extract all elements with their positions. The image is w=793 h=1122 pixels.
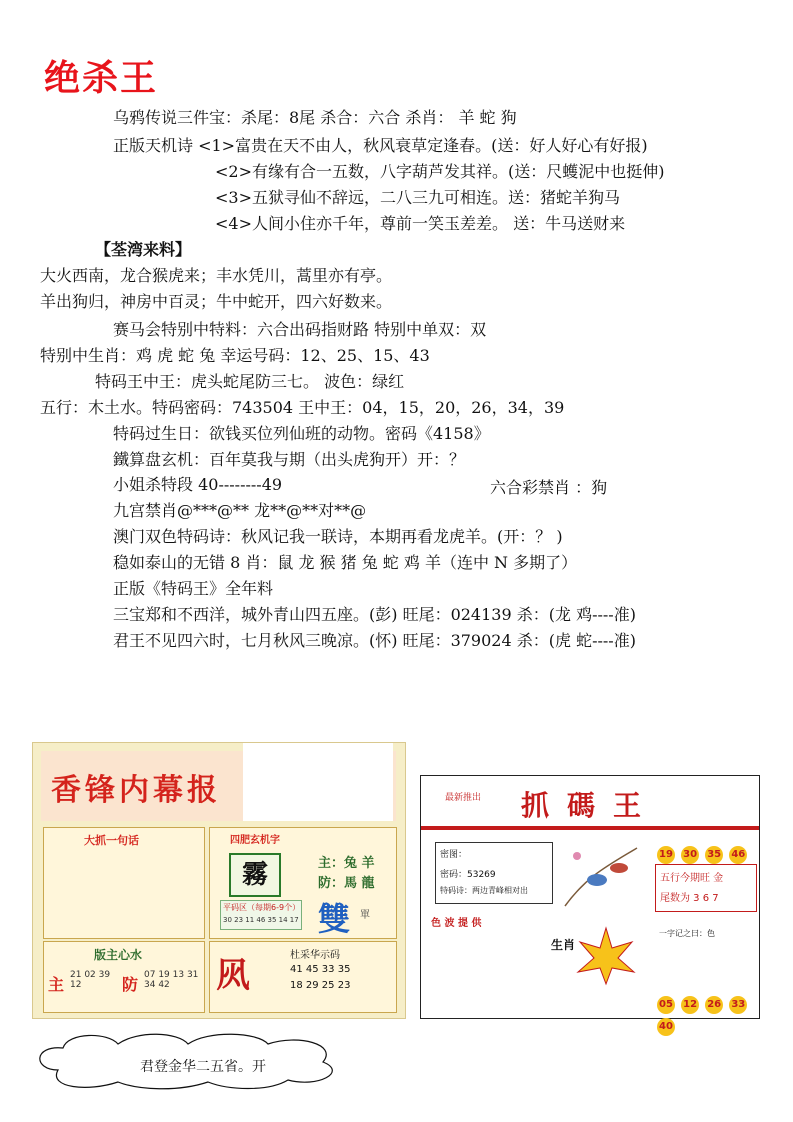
ball-bottom-4: 33	[729, 996, 747, 1014]
line-nine-palace: 九宫禁肖@***@** 龙**@**对**@	[113, 501, 367, 520]
line-tsuen-1: 大火西南，龙合猴虎来；丰水凭川，蒿里亦有亭。	[40, 266, 393, 285]
ball-top-1: 19	[657, 846, 675, 864]
line-poem-1: 正版天机诗 <1>富贵在天不由人，秋风衰草定逢春。(送：好人好心有好报)	[113, 136, 648, 155]
box-editor-pick	[43, 941, 205, 1013]
starburst-icon	[576, 926, 636, 986]
bird-illustration	[557, 836, 645, 916]
flat-zone-title: 平码区（每期6-9个）	[223, 903, 301, 912]
fire-glyph: 㶡	[216, 956, 250, 996]
ball-top-3: 35	[705, 846, 723, 864]
single-glyph: 單	[360, 910, 370, 921]
one-word-label: 一字记之曰：色	[659, 929, 715, 938]
line-poem-4: <4>人间小住亦千年，尊前一笑玉差差。 送：牛马送财来	[215, 214, 626, 233]
box-editor-title: 版主心水	[94, 948, 143, 962]
box-du-row1: 41 45 33 35	[290, 964, 351, 975]
fang-label: 防	[122, 975, 139, 994]
line-birthday: 特码过生日：欲钱买位列仙班的动物。密码《4158》	[113, 424, 490, 443]
double-glyph: 雙	[318, 900, 351, 938]
flat-zone-numbers: 30 23 11 46 35 14 17	[223, 916, 299, 924]
box-one-sentence	[43, 827, 205, 939]
zhu-label: 主	[48, 975, 65, 994]
line-miss: 小姐杀特段 40--------49	[113, 475, 283, 494]
flat-zone	[220, 900, 302, 930]
right-title: 抓碼王	[521, 789, 660, 822]
line-jun-wang: 君王不见四六时，七月秋风三晚凉。(怀) 旺尾：379024 杀：(虎 蛇----准)	[113, 631, 636, 650]
ball-top-2: 30	[681, 846, 699, 864]
zhu-numbers: 21 02 39 12	[70, 970, 111, 990]
mima-image-label: 密图：	[440, 850, 468, 860]
newest-label: 最新推出	[445, 793, 482, 803]
mima-box	[435, 842, 553, 904]
line-macau: 澳门双色特码诗：秋风记我一联诗，本期再看龙虎羊。(开：？ )	[113, 527, 563, 546]
bottom-balls	[657, 992, 759, 1036]
ball-bottom-2: 12	[681, 996, 699, 1014]
line-wuxing: 五行：木土水。特码密码：743504 王中王：04，15，20，26，34，39	[40, 398, 565, 417]
ball-bottom-1: 05	[657, 996, 675, 1014]
newspaper-title: 香锋内幕报	[51, 773, 221, 808]
box-du-caihua	[209, 941, 397, 1013]
cloud-text: 君登金华二五省。开	[140, 1059, 266, 1075]
ball-bottom-3: 26	[705, 996, 723, 1014]
ball-bottom-5: 40	[657, 1018, 675, 1036]
line-king: 特码王中王：虎头蛇尾防三七。 波色：绿红	[95, 372, 405, 391]
guard-zodiac: 防：馬 龍	[318, 876, 375, 891]
line-annual: 正版《特码王》全年料	[113, 579, 274, 598]
wuxing-text: 五行今期旺 金	[660, 873, 724, 884]
line-crow-legend: 乌鸦传说三件宝：杀尾：8尾 杀合：六合 杀肖： 羊 蛇 狗	[113, 108, 517, 127]
mima-code: 密码：53269	[440, 870, 496, 880]
box-one-title: 大抓一句话	[84, 834, 139, 847]
line-zhenghe: 三宝郑和不西洋，城外青山四五座。(彭) 旺尾：024139 杀：(龙 鸡----准)	[113, 605, 636, 624]
box-du-title: 杜采华示码	[290, 950, 340, 961]
shengxiao-label: 生肖	[551, 938, 576, 952]
line-tsuen-2: 羊出狗归，神房中百灵；牛中蛇开，四六好数来。	[40, 292, 393, 311]
newspaper-image-left	[32, 742, 406, 1019]
line-taishan: 稳如泰山的无错 8 肖：鼠 龙 猴 猪 兔 蛇 鸡 羊（连中 N 多期了）	[113, 553, 578, 572]
blank-patch	[243, 743, 393, 821]
line-zodiac: 特别中生肖：鸡 虎 蛇 兔 幸运号码：12、25、15、43	[40, 346, 430, 365]
wuxing-box	[655, 864, 757, 912]
main-zodiac: 主：兔 羊	[318, 856, 375, 871]
fang-numbers: 07 19 13 31 34 42	[144, 970, 199, 990]
mima-poem: 特码诗：两边青峰相对出	[440, 886, 528, 895]
line-poem-2: <2>有缘有合一五数，八字葫芦发其祥。(送：尺蠖泥中也挺伸)	[215, 162, 665, 181]
line-poem-3: <3>五狱寻仙不辞远，二八三九可相连。送：猪蛇羊狗马	[215, 188, 620, 207]
line-abacus: 鐵算盘玄机：百年莫我与期（出头虎狗开）开：？	[113, 450, 466, 469]
newspaper-image-right	[420, 775, 760, 1032]
color-wave-label: 色 波 提 供	[431, 918, 482, 929]
fog-glyph-box: 霧	[229, 853, 281, 897]
tail-text: 尾数为 3 6 7	[660, 893, 719, 904]
box-riddle-title: 四肥玄机字	[230, 835, 280, 846]
page-title: 绝杀王	[44, 58, 159, 99]
section-heading: 【荃湾来料】	[95, 240, 192, 259]
box-du-row2: 18 29 25 23	[290, 980, 351, 991]
ball-top-4: 46	[729, 846, 747, 864]
top-balls	[657, 842, 748, 864]
line-forbidden: 六合彩禁肖 ：狗	[490, 478, 608, 497]
line-jockey: 赛马会特别中特料：六合出码指财路 特别中单双：双	[113, 320, 487, 339]
